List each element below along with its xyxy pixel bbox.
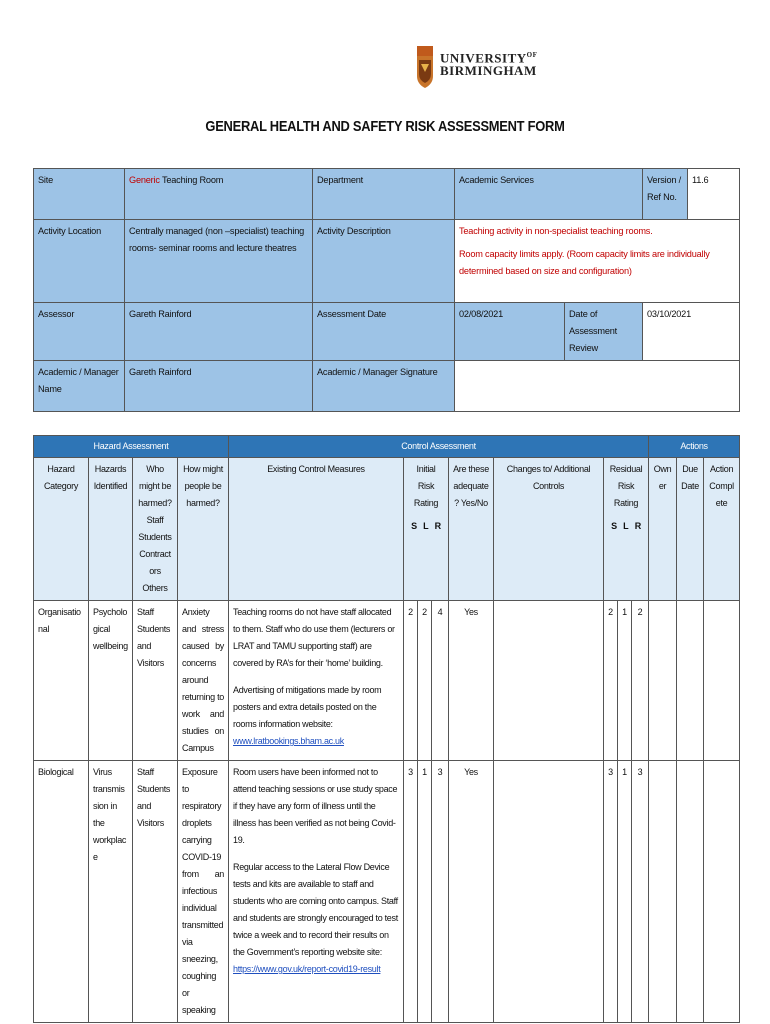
row-who: Staff Students and Visitors (133, 601, 178, 761)
residual-s-label: S (611, 521, 617, 531)
logo-of: OF (526, 51, 538, 59)
row-due (677, 761, 704, 1023)
site-name: Teaching Room (159, 175, 224, 185)
col-residual-risk (604, 458, 649, 601)
residual-risk-label: Residual Risk Rating (609, 464, 643, 508)
version-label: Version / Ref No. (643, 169, 688, 220)
activity-location-label: Activity Location (34, 220, 125, 303)
col-owner: Owner (649, 458, 677, 601)
col-hazards-identified: Hazards Identified (89, 458, 133, 601)
col-adequate: Are these adequate? Yes/No (449, 458, 494, 601)
manager-label: Academic / Manager Name (34, 361, 125, 412)
logo-line2: BIRMINGHAM (440, 63, 537, 78)
assessment-table (33, 435, 740, 1023)
lrat-bookings-link[interactable]: www.lratbookings.bham.ac.uk (233, 736, 344, 746)
page-title: GENERAL HEALTH AND SAFETY RISK ASSESSMENT FORM (205, 118, 565, 135)
row-existing-text2: Advertising of mitigations made by room posters and extra details posted on the rooms information website: (233, 685, 382, 729)
row-hazard: Virus transmission in the workplace (89, 761, 133, 1023)
col-who-harmed: Who might be harmed? Staff Students Contractors Others (133, 458, 178, 601)
initial-r-label: R (434, 521, 441, 531)
covid-report-link[interactable]: https://www.gov.uk/report-covid19-result (233, 964, 381, 974)
actions-header: Actions (649, 436, 740, 458)
signature-value (455, 361, 740, 412)
row-initial-l: 1 (418, 761, 432, 1023)
col-hazard-category: Hazard Category (34, 458, 89, 601)
row-owner (649, 761, 677, 1023)
department-value: Academic Services (455, 169, 643, 220)
row-how: Anxiety and stress caused by concerns around returning to work and studies on Campus (178, 601, 229, 761)
row-adequate: Yes (449, 601, 494, 761)
row-category: Organisational (34, 601, 89, 761)
activity-description-line2: Room capacity limits apply. (Room capacity limits are individually determined based on size and configuration) (459, 249, 710, 276)
assessment-date-value: 02/08/2021 (455, 303, 565, 361)
col-due-date: Due Date (677, 458, 704, 601)
row-owner (649, 601, 677, 761)
residual-r-label: R (634, 521, 641, 531)
review-value: 03/10/2021 (643, 303, 740, 361)
initial-l-label: L (423, 521, 429, 531)
row-initial-r: 3 (432, 761, 449, 1023)
row-who: Staff Students and Visitors (133, 761, 178, 1023)
row-due (677, 601, 704, 761)
row-adequate: Yes (449, 761, 494, 1023)
row-initial-s: 3 (404, 761, 418, 1023)
review-label: Date of Assessment Review (565, 303, 643, 361)
col-changes: Changes to/ Additional Controls (494, 458, 604, 601)
assessor-label: Assessor (34, 303, 125, 361)
university-logo (416, 46, 538, 92)
row-residual-s: 2 (604, 601, 618, 761)
row-hazard: Psychological wellbeing (89, 601, 133, 761)
col-existing-controls: Existing Control Measures (229, 458, 404, 601)
col-how-harmed: How might people be harmed? (178, 458, 229, 601)
activity-location-value: Centrally managed (non –specialist) teaching rooms- seminar rooms and lecture theatres (125, 220, 313, 303)
table-row (34, 761, 740, 1023)
info-table (33, 168, 740, 412)
row-complete (704, 761, 740, 1023)
row-existing-text2: Regular access to the Lateral Flow Device tests and kits are available to staff and students who are coming onto campus. Staff and students are strongly encouraged to test twice a week and to record their results on the Government’s reporting website site: (233, 862, 398, 957)
row-how: Exposure to respiratory droplets carrying COVID-19 from an infectious individual transmitted via sneezing, coughing or speaking (178, 761, 229, 1023)
row-changes (494, 761, 604, 1023)
row-initial-l: 2 (418, 601, 432, 761)
table-row (34, 601, 740, 761)
row-residual-s: 3 (604, 761, 618, 1023)
row-category: Biological (34, 761, 89, 1023)
row-complete (704, 601, 740, 761)
row-residual-l: 1 (618, 761, 632, 1023)
site-prefix: Generic (129, 175, 160, 185)
assessment-date-label: Assessment Date (313, 303, 455, 361)
row-residual-l: 1 (618, 601, 632, 761)
row-residual-r: 2 (632, 601, 649, 761)
row-initial-r: 4 (432, 601, 449, 761)
activity-description-label: Activity Description (313, 220, 455, 303)
row-existing-text1: Teaching rooms do not have staff allocated to them. Staff who do use them (lecturers or LRAT and TAMU supporting staff) are covered by RA’s for their ‘home’ building. (233, 607, 395, 668)
col-action-complete: Action Complete (704, 458, 740, 601)
row-changes (494, 601, 604, 761)
row-existing-text1: Room users have been informed not to attend teaching sessions or use study space if they have any form of illness until the illness has been verified as not being Covid-19. (233, 767, 398, 845)
row-existing (229, 761, 404, 1023)
manager-value: Gareth Rainford (125, 361, 313, 412)
signature-label: Academic / Manager Signature (313, 361, 455, 412)
control-assessment-header: Control Assessment (229, 436, 649, 458)
initial-risk-label: Initial Risk Rating (413, 464, 439, 508)
logo-line1: UNIVERSITY (440, 50, 527, 66)
department-label: Department (313, 169, 455, 220)
site-label: Site (34, 169, 125, 220)
activity-description-value (455, 220, 740, 303)
assessor-value: Gareth Rainford (125, 303, 313, 361)
site-value (125, 169, 313, 220)
version-value: 11.6 (688, 169, 740, 220)
row-existing (229, 601, 404, 761)
activity-description-line1: Teaching activity in non-specialist teaching rooms. (459, 226, 653, 236)
row-residual-r: 3 (632, 761, 649, 1023)
hazard-assessment-header: Hazard Assessment (34, 436, 229, 458)
row-initial-s: 2 (404, 601, 418, 761)
residual-l-label: L (623, 521, 629, 531)
col-initial-risk (404, 458, 449, 601)
university-crest-icon (416, 46, 434, 88)
initial-s-label: S (411, 521, 417, 531)
